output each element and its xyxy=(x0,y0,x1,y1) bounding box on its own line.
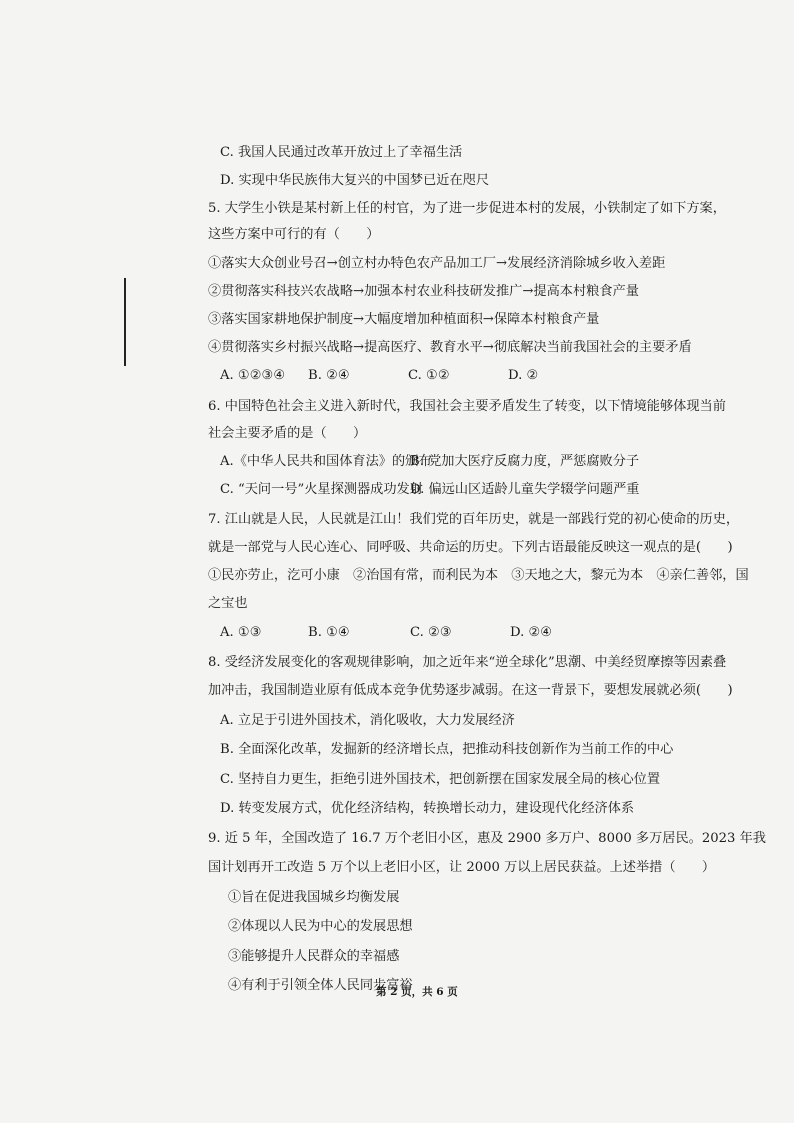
q7-option-d: D. ②④ xyxy=(510,625,553,640)
q6-stem-line-1: 6. 中国特色社会主义进入新时代，我国社会主要矛盾发生了转变，以下情境能够体现当前 xyxy=(208,399,726,414)
q9-item-3: ③能够提升人民群众的幸福感 xyxy=(228,949,400,964)
q9-item-2: ②体现以人民为中心的发展思想 xyxy=(228,919,413,934)
q8-option-b: B. 全面深化改革，发掘新的经济增长点，把推动科技创新作为当前工作的中心 xyxy=(220,742,674,757)
q9-item-1: ①旨在促进我国城乡均衡发展 xyxy=(228,890,400,905)
scan-margin-line xyxy=(124,278,126,366)
q8-option-d: D. 转变发展方式，优化经济结构，转换增长动力，建设现代化经济体系 xyxy=(220,801,635,816)
q6-stem-line-2: 社会主要矛盾的是（ ） xyxy=(208,426,367,441)
q5-stem-line-2: 这些方案中可行的有（ ） xyxy=(208,227,380,242)
q7-stem-line-1: 7. 江山就是人民，人民就是江山！我们党的百年历史，就是一部践行党的初心使命的历史， xyxy=(208,512,740,527)
q5-item-3: ③落实国家耕地保护制度→大幅度增加种植面积→保障本村粮食产量 xyxy=(208,312,600,327)
q9-item-4: ④有利于引领全体人民同步富裕 xyxy=(228,978,413,993)
q6-option-c: C. “天问一号”火星探测器成功发射 xyxy=(220,482,423,497)
q5-option-c: C. ①② xyxy=(408,368,450,383)
q6-option-a: A.《中华人民共和国体育法》的颁布 xyxy=(220,454,432,469)
q5-option-d: D. ② xyxy=(508,368,539,383)
q6-option-d: D. 偏远山区适龄儿童失学辍学问题严重 xyxy=(410,482,640,497)
q5-item-1: ①落实大众创业号召→创立村办特色农产品加工厂→发展经济消除城乡收入差距 xyxy=(208,256,666,271)
q5-option-a: A. ①②③④ xyxy=(220,368,286,383)
q8-option-c: C. 坚持自力更生，拒绝引进外国技术，把创新摆在国家发展全局的核心位置 xyxy=(220,772,661,787)
page-footer: 第 2 页，共 6 页 xyxy=(376,986,458,998)
q6-option-b: B. 党加大医疗反腐力度，严惩腐败分子 xyxy=(410,454,640,469)
q9-stem-line-2: 国计划再开工改造 5 万个以上老旧小区，让 2000 万以上居民获益。上述举措（ ） xyxy=(208,860,716,875)
q7-items-line-1: ①民亦劳止，汔可小康 ②治国有常，而利民为本 ③天地之大，黎元为本 ④亲仁善邻，国 xyxy=(208,568,749,583)
q4-option-d: D. 实现中华民族伟大复兴的中国梦已近在咫尺 xyxy=(220,173,490,188)
q5-item-2: ②贯彻落实科技兴农战略→加强本村农业科技研发推广→提高本村粮食产量 xyxy=(208,284,639,299)
q8-stem-line-2: 加冲击，我国制造业原有低成本竞争优势逐步减弱。在这一背景下，要想发展就必须( ) xyxy=(208,683,733,698)
q5-item-4: ④贯彻落实乡村振兴战略→提高医疗、教育水平→彻底解决当前我国社会的主要矛盾 xyxy=(208,340,692,355)
q7-option-b: B. ①④ xyxy=(308,625,350,640)
q7-option-a: A. ①③ xyxy=(220,625,262,640)
q8-option-a: A. 立足于引进外国技术，消化吸收，大力发展经济 xyxy=(220,713,515,728)
q8-stem-line-1: 8. 受经济发展变化的客观规律影响，加之近年来“逆全球化”思潮、中美经贸摩擦等因素叠 xyxy=(208,655,727,670)
q7-option-c: C. ②③ xyxy=(410,625,452,640)
q5-stem-line-1: 5. 大学生小铁是某村新上任的村官，为了进一步促进本村的发展，小铁制定了如下方案， xyxy=(208,201,726,216)
q9-stem-line-1: 9. 近 5 年，全国改造了 16.7 万个老旧小区，惠及 2900 多万户、8000 多万居民。2023 年我 xyxy=(208,831,766,846)
q7-stem-line-2: 就是一部党与人民心连心、同呼吸、共命运的历史。下列古语最能反映这一观点的是( ) xyxy=(208,540,733,555)
q7-items-line-2: 之宝也 xyxy=(208,596,248,611)
q5-option-b: B. ②④ xyxy=(308,368,350,383)
q4-option-c: C. 我国人民通过改革开放过上了幸福生活 xyxy=(220,145,463,160)
